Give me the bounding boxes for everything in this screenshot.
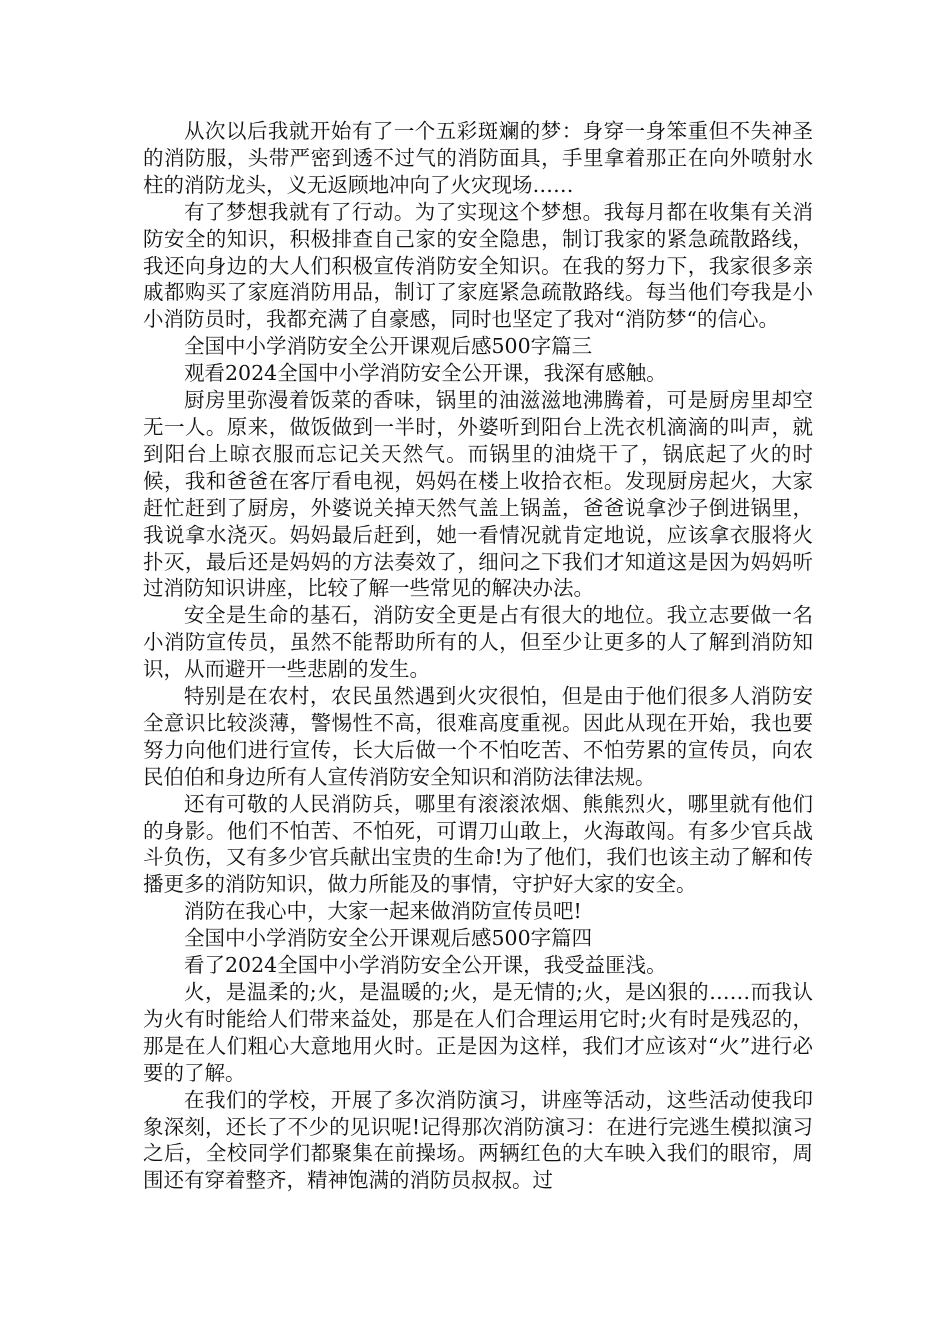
paragraph: 观看2024全国中小学消防安全公开课，我深有感触。 bbox=[184, 361, 667, 386]
paragraph: 特别是在农村，农民虽然遇到火灾很怕，但是由于他们很多人消防安全意识比较淡薄，警惕性不高，很难高度重视。因此从现在开始，我也要努力向他们进行宣传，长大后做一个不怕吃苦、不怕劳累的宣传员，向农民伯伯和身边所有人宣传消防安全知识和消防法律法规。 bbox=[143, 684, 813, 789]
paragraph: 安全是生命的基石，消防安全更是占有很大的地位。我立志要做一名小消防宣传员，虽然不能帮助所有的人，但至少让更多的人了解到消防知识，从而避开一些悲剧的发生。 bbox=[143, 603, 813, 682]
paragraph: 从次以后我就开始有了一个五彩斑斓的梦：身穿一身笨重但不失神圣的消防服，头带严密到透不过气的消防面具，手里拿着那正在向外喷射水柱的消防龙头，义无返顾地冲向了火灾现场…… bbox=[143, 119, 813, 197]
document-body bbox=[143, 118, 813, 1194]
paragraph: 还有可敬的人民消防兵，哪里有滚滚浓烟、熊熊烈火，哪里就有他们的身影。他们不怕苦、不怕死，可谓刀山敢上，火海敢闯。有多少官兵战斗负伤，又有多少官兵献出宝贵的生命!为了他们，我们也该主动了解和传播更多的消防知识，做力所能及的事情，守护好大家的安全。 bbox=[143, 791, 813, 897]
section-heading: 全国中小学消防安全公开课观后感500字篇三 bbox=[184, 334, 593, 359]
paragraph: 看了2024全国中小学消防安全公开课，我受益匪浅。 bbox=[184, 953, 667, 978]
paragraph: 有了梦想我就有了行动。为了实现这个梦想。我每月都在收集有关消防安全的知识，积极排查自己家的安全隐患，制订我家的紧急疏散路线，我还向身边的大人们积极宣传消防安全知识。在我的努力下，我家很多亲戚都购买了家庭消防用品，制订了家庭紧急疏散路线。每当他们夸我是小小消防员时，我都充满了自豪感，同时也坚定了我对“消防梦“的信心。 bbox=[143, 199, 813, 332]
paragraph: 在我们的学校，开展了多次消防演习，讲座等活动，这些活动使我印象深刻，还长了不少的见识呢!记得那次消防演习：在进行完逃生模拟演习之后，全校同学们都聚集在前操场。两辆红色的大车映入我们的眼帘，周围还有穿着整齐，精神饱满的消防员叔叔。过 bbox=[143, 1087, 813, 1193]
paragraph: 厨房里弥漫着饭菜的香味，锅里的油滋滋地沸腾着，可是厨房里却空无一人。原来，做饭做到一半时，外婆听到阳台上洗衣机滴滴的叫声，就到阳台上晾衣服而忘记关天然气。而锅里的油烧干了，锅底起了火的时候，我和爸爸在客厅看电视，妈妈在楼上收拾衣柜。发现厨房起火，大家赶忙赶到了厨房，外婆说关掉天然气盖上锅盖，爸爸说拿沙子倒进锅里，我说拿水浇灭。妈妈最后赶到，她一看情况就肯定地说，应该拿衣服将火扑灭，最后还是妈妈的方法奏效了，细问之下我们才知道这是因为妈妈听过消防知识讲座，比较了解一些常见的解决办法。 bbox=[143, 388, 813, 601]
paragraph: 消防在我心中，大家一起来做消防宣传员吧! bbox=[184, 899, 582, 924]
section-heading: 全国中小学消防安全公开课观后感500字篇四 bbox=[184, 926, 593, 951]
paragraph: 火，是温柔的;火，是温暖的;火，是无情的;火，是凶狠的……而我认为火有时能给人们带来益处，那是在人们合理运用它时;火有时是残忍的，那是在人们粗心大意地用火时。正是因为这样，我们才应该对“火”进行必要的了解。 bbox=[143, 980, 813, 1085]
